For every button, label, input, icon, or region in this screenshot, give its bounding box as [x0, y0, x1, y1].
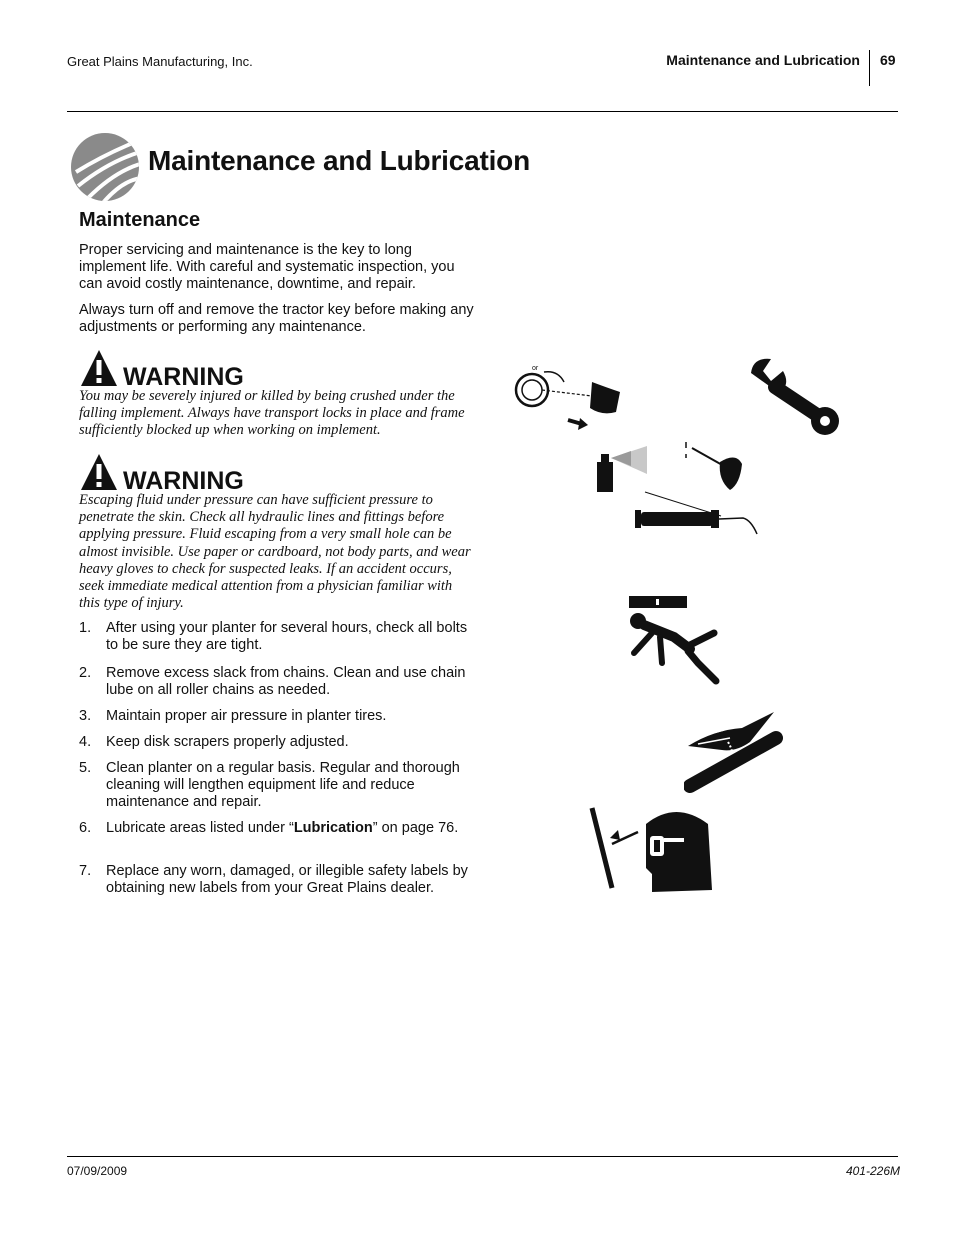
- list-text: Maintain proper air pressure in planter tires.: [106, 708, 387, 724]
- page-number: 69: [880, 52, 896, 68]
- crushed-person-icon: [626, 593, 726, 689]
- list-item: [79, 620, 469, 654]
- warning-text: Escaping fluid under pressure can have sufficient pressure to penetrate the skin. Check all hydraulic lines and fittings before applying pressure. Fluid escaping from a very small hole can be almost invisible. Use paper or cardboard, not body parts, and wear heavy gloves to check for suspected leaks. If an accident occurs, seek immediate medical attention from a physician familiar with this type of injury.: [79, 492, 471, 612]
- list-text-after: ” on page 76.: [372, 820, 459, 836]
- hand-fluid-injection-icon: [684, 708, 784, 794]
- list-number: 7.: [79, 863, 92, 879]
- warning-triangle-icon: [79, 452, 119, 492]
- list-text: After using your planter for several hours, check all bolts to be sure they are tight.: [106, 620, 468, 653]
- header-divider: [869, 50, 870, 86]
- list-text: Keep disk scrapers properly adjusted.: [106, 734, 349, 750]
- warning-label: WARNING: [123, 467, 244, 495]
- footer-rule: [67, 1156, 898, 1157]
- footer-date: 07/09/2009: [67, 1164, 128, 1178]
- section-logo-icon: [70, 132, 140, 202]
- list-item: [79, 863, 469, 897]
- spray-can-icon: [595, 440, 650, 495]
- warning-header: [79, 348, 244, 391]
- header-rule: [67, 111, 898, 112]
- section-heading: Maintenance: [79, 209, 201, 231]
- warning-header: [79, 452, 244, 495]
- warning-text: You may be severely injured or killed by being crushed under the falling implement. Always have transport locks in place and frame sufficiently blocked up when working on implement.: [79, 388, 465, 439]
- warning-label: WARNING: [123, 363, 244, 391]
- list-number: 2.: [79, 665, 92, 681]
- lubrication-link[interactable]: Lubrication: [293, 820, 373, 836]
- list-number: 5.: [79, 760, 92, 776]
- header-section-title: Maintenance and Lubrication: [666, 52, 860, 68]
- list-text: Replace any worn, damaged, or illegible safety labels by obtaining new labels from your Great Plains dealer.: [106, 863, 468, 896]
- chapter-title: Maintenance and Lubrication: [148, 145, 530, 176]
- list-text: [106, 820, 458, 837]
- list-text: Clean planter on a regular basis. Regular and thorough cleaning will lengthen equipment life and reduce maintenance and repair.: [106, 760, 460, 810]
- list-number: 6.: [79, 820, 92, 836]
- header-company: Great Plains Manufacturing, Inc.: [67, 54, 253, 69]
- list-item: [79, 760, 469, 811]
- list-number: 1.: [79, 620, 92, 636]
- oil-can-icon: [680, 440, 745, 495]
- list-number: 3.: [79, 708, 92, 724]
- list-item: [79, 820, 469, 837]
- list-text-before: Lubricate areas listed under “: [106, 820, 294, 836]
- key-removal-label: or: [532, 365, 539, 372]
- footer-doc-number: 401-226M: [845, 1164, 900, 1178]
- warning-triangle-icon: [79, 348, 119, 388]
- intro-paragraph: Always turn off and remove the tractor key before making any adjustments or performing any maintenance.: [79, 302, 474, 335]
- eye-protection-icon: [586, 804, 716, 899]
- list-number: 4.: [79, 734, 92, 750]
- list-item: [79, 708, 469, 725]
- wrench-icon: [745, 355, 845, 440]
- key-removal-icon: [512, 360, 627, 432]
- list-item: [79, 665, 469, 699]
- intro-paragraph: Proper servicing and maintenance is the key to long implement life. With careful and systematic inspection, you can avoid costly maintenance, downtime, and repair.: [79, 242, 455, 292]
- list-text: Remove excess slack from chains. Clean and use chain lube on all roller chains as needed.: [106, 665, 466, 698]
- grease-gun-icon: [633, 490, 763, 535]
- list-item: [79, 734, 469, 751]
